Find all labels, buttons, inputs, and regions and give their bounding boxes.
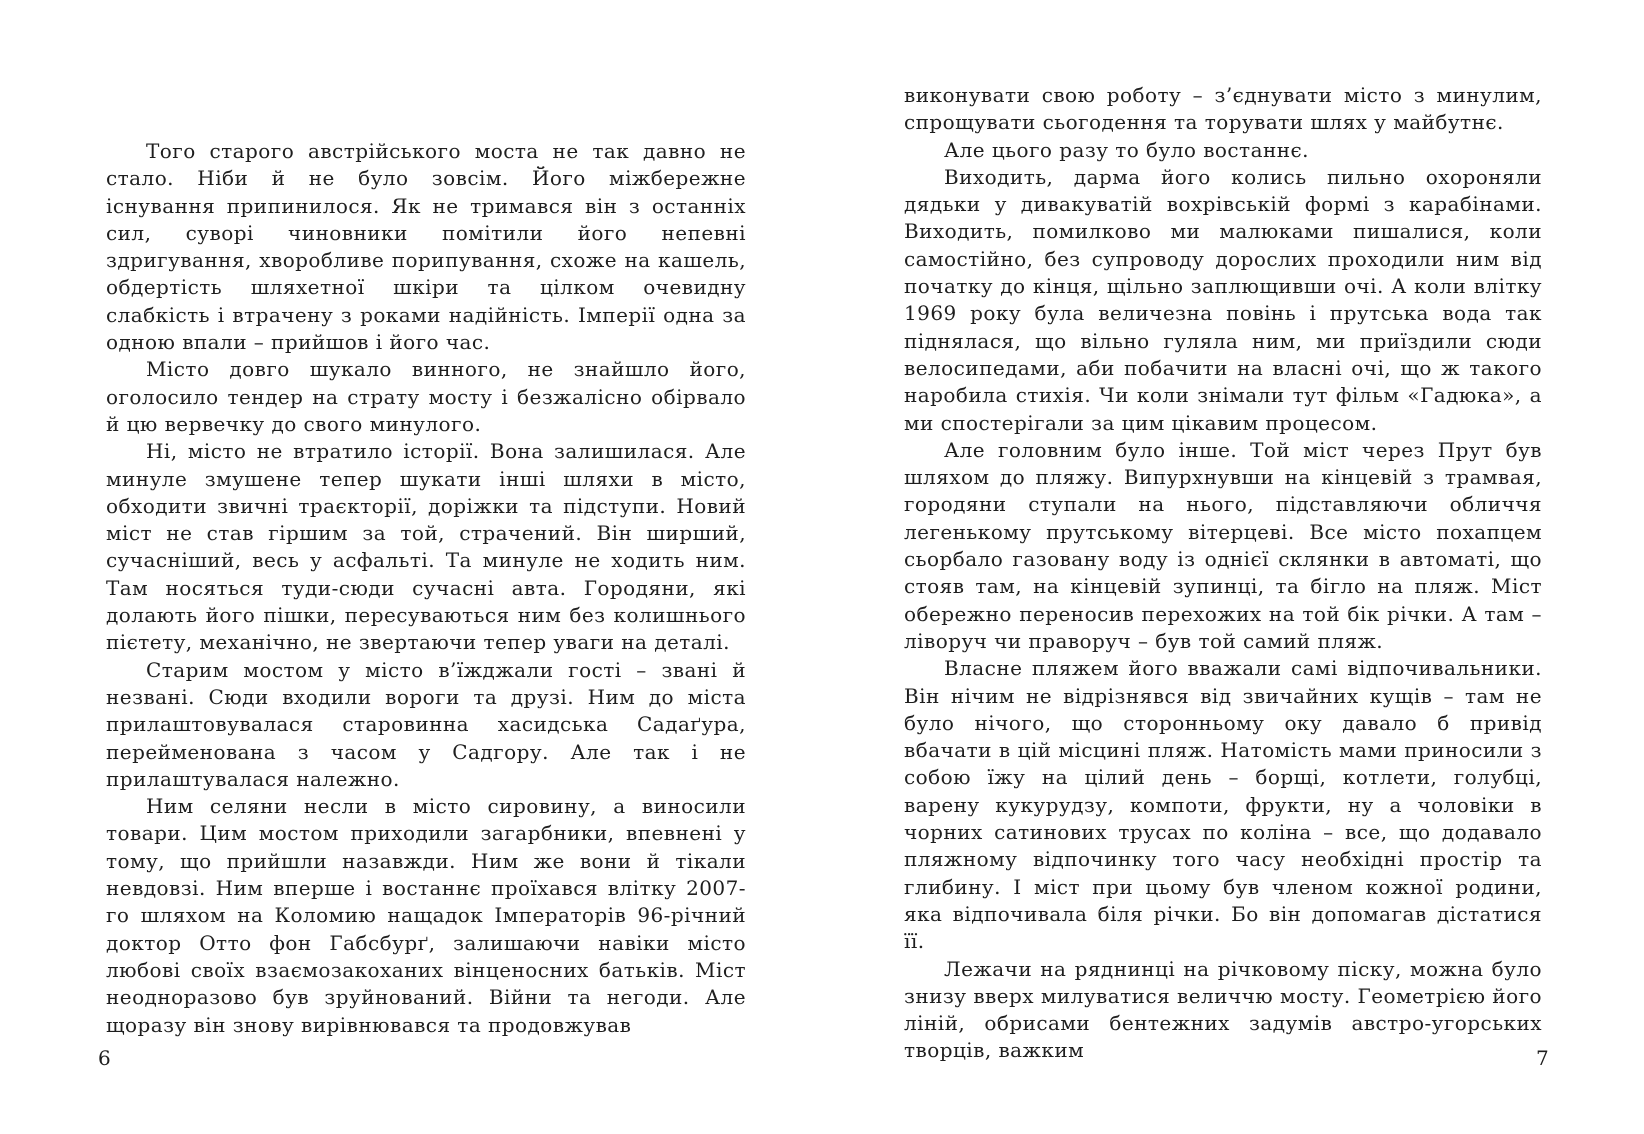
page-number: 6 [98, 1046, 111, 1070]
paragraph: Але головним було інше. Той міст через Прут був шляхом до пляжу. Випурхнувши на кінцевій з трамвая, городяни ступали на нього, підставляючи обличчя легенькому прутському вітерцеві. Все місто похапцем сьорбало газовану воду із однієї склянки в автоматі, що стояв там, на кінцевій зупинці, та бігло на пляж. Міст обережно переносив перехожих на той бік річки. А там – ліворуч чи праворуч – був той самий пляж. [904, 437, 1542, 653]
continued-paragraph: виконувати свою роботу – з’єднувати місто з минулим, спрощувати сьогодення та торувати шлях у майбутнє. [904, 83, 1542, 135]
page-number: 7 [1536, 1046, 1549, 1070]
right-page [822, 0, 1644, 1134]
paragraph: Ні, місто не втратило історії. Вона залишилася. Але минуле змушене тепер шукати інші шляхи в місто, обходити звичні траєкторії, доріжки та підступи. Новий міст не став гіршим за той, страчений. Він ширший, сучасніший, весь у асфальті. Та минуле не ходить ним. Там носяться туди-сюди сучасні авта. Городяни, які долають його пішки, пересуваються ним без колишнього пієтету, механічно, не звертаючи тепер уваги на деталі. [106, 439, 746, 655]
paragraph: Виходить, дарма його колись пильно охороняли дядьки у дивакуватій вохрівській формі з карабінами. Виходить, помилково ми малюками пишалися, коли самостійно, без супроводу дорослих проходили ним від початку до кінця, щільно заплющивши очі. А коли влітку 1969 року була величезна повінь і прутська вода так піднялася, що вільно гуляла ним, ми приїздили сюди велосипедами, аби побачити на власні очі, що ж такого наробила стихія. Чи коли знімали тут фільм «Гадюка», а ми спостерігали за цим цікавим процесом. [904, 164, 1542, 435]
paragraph: Місто довго шукало винного, не знайшло його, оголосило тендер на страту мосту і безжалісно обірвало й цю вервечку до свого минулого. [106, 357, 746, 436]
left-text-column [106, 138, 746, 1039]
paragraph: Того старого австрійського моста не так давно не стало. Ніби й не було зовсім. Його міжбережне існування припинилося. Як не тримався він з останніх сил, суворі чиновники помітили його непевні здригування, хворобливе порипування, схоже на кашель, обдертість шляхетної шкіри та цілком очевидну слабкість і втрачену з роками надійність. Імперії одна за одною впали – прийшов і його час. [106, 139, 746, 355]
paragraph: Лежачи на ряднинці на річковому піску, можна було знизу вверх милуватися величчю мосту. Геометрією його ліній, обрисами бентежних задумів австро-угорських творців, важким [904, 956, 1542, 1063]
right-text-column [904, 82, 1542, 1065]
paragraph: Старим мостом у місто в’їжджали гості – звані й незвані. Сюди входили вороги та друзі. Ним до міста прилаштовувалася старовинна хасидська Садаґура, перейменована з часом у Садгору. Але так і не прилаштувалася належно. [106, 657, 746, 791]
paragraph: Але цього разу то було востаннє. [944, 137, 1309, 162]
paragraph: Ним селяни несли в місто сировину, а виносили товари. Цим мостом приходили загарбники, впевнені у тому, що прийшли назавжди. Ним же вони й тікали невдовзі. Ним вперше і востаннє проїхався влітку 2007-го шляхом на Коломию нащадок Імператорів 96-річний доктор Отто фон Габсбурґ, залишаючи навіки місто любові своїх взаємозакоханих вінценосних батьків. Міст неодноразово був зруйнований. Війни та негоди. Але щоразу він знову вирівнювався та продовжував [106, 794, 746, 1037]
paragraph: Власне пляжем його вважали самі відпочивальники. Він нічим не відрізнявся від звичайних кущів – там не було нічого, що сторонньому оку давало б привід вбачати в цій місцині пляж. Натомість мами приносили з собою їжу на цілий день – борщі, котлети, голубці, варену кукурудзу, компоти, фрукти, ну а чоловіки в чорних сатинових трусах по коліна – все, що додавало пляжному відпочинку того часу необхідні простір та глибину. І міст при цьому був членом кожної родини, яка відпочивала біля річки. Бо він допомагав дістатися її. [904, 656, 1542, 954]
